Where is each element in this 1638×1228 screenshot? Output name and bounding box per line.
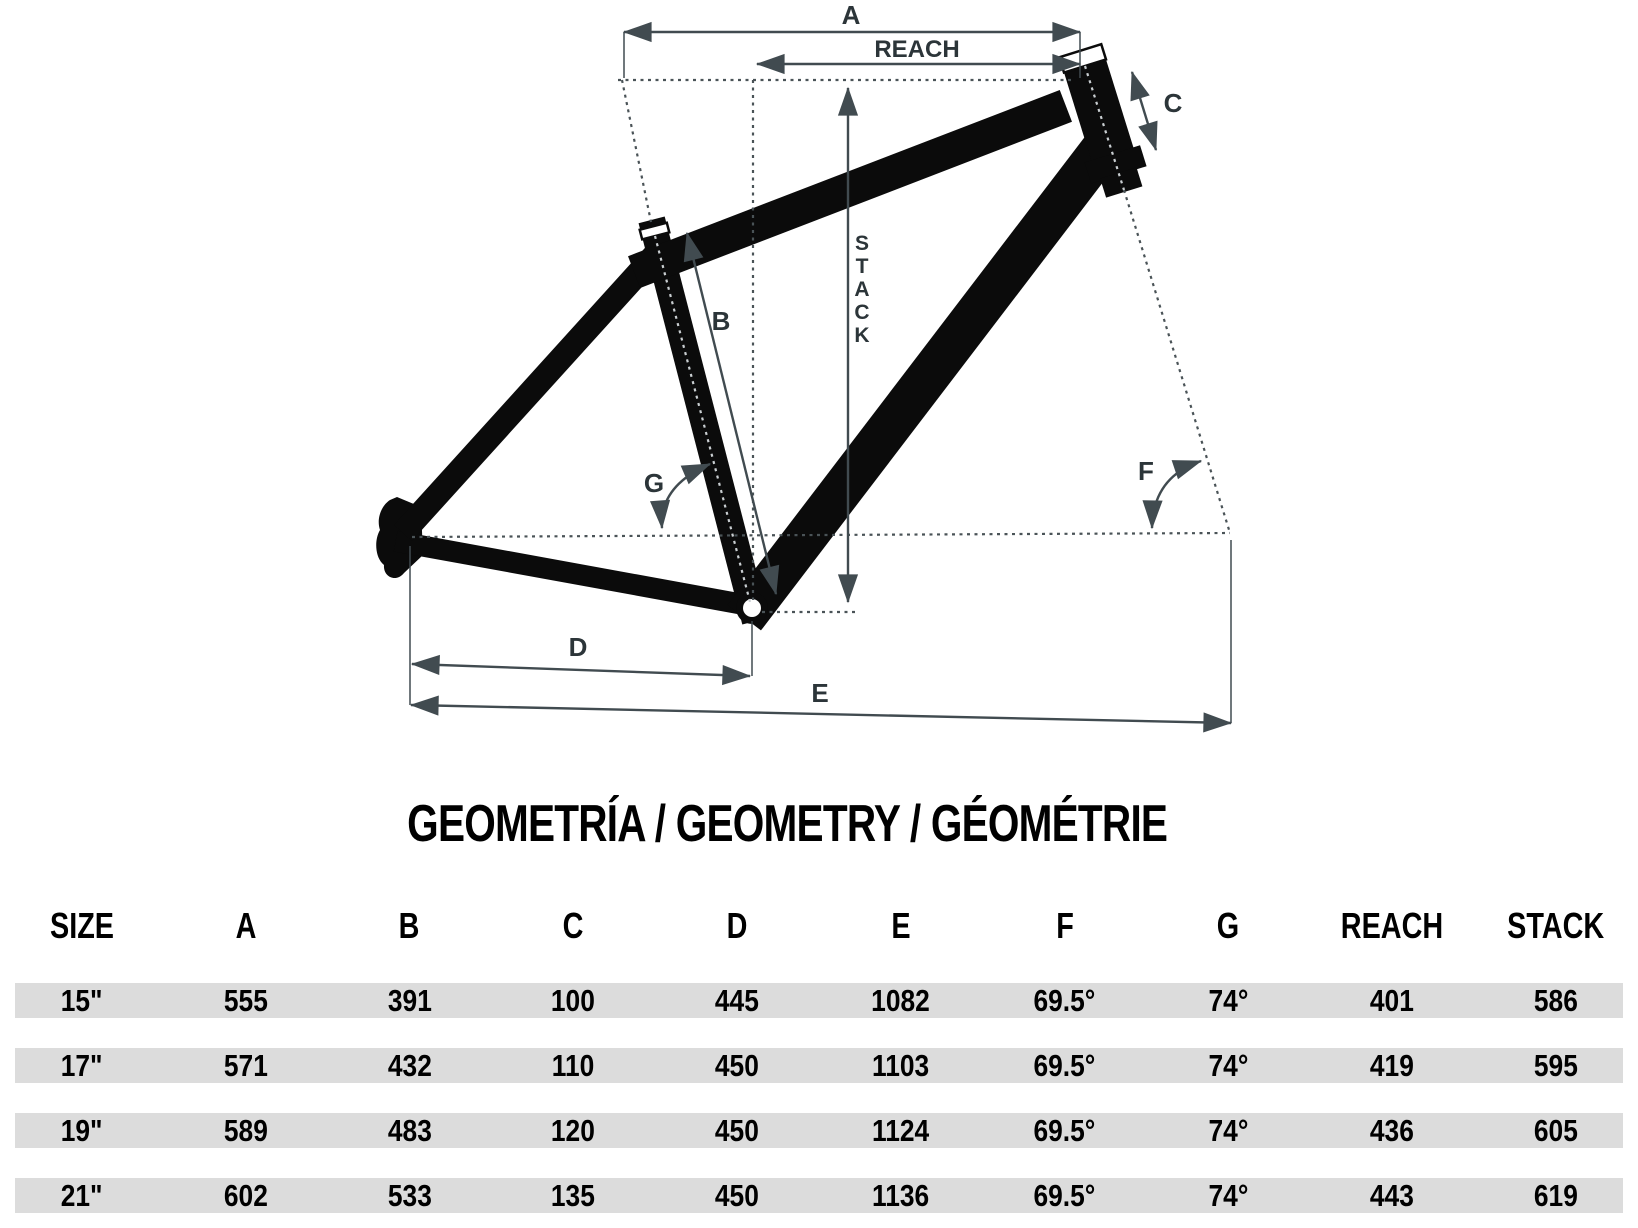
cell-f: 69.5° bbox=[1033, 1113, 1096, 1148]
cell-g: 74° bbox=[1208, 983, 1249, 1018]
cell-a: 589 bbox=[223, 1113, 268, 1148]
label-c: C bbox=[1163, 88, 1183, 118]
label-g: G bbox=[643, 468, 665, 498]
header-c: C bbox=[562, 905, 584, 946]
cell-f: 69.5° bbox=[1033, 983, 1096, 1018]
label-a: A bbox=[841, 0, 861, 30]
chain-stay bbox=[406, 543, 752, 606]
label-f: F bbox=[1138, 456, 1154, 486]
cell-c: 135 bbox=[551, 1178, 596, 1213]
table-row-21in bbox=[0, 1178, 1638, 1213]
cell-d: 450 bbox=[715, 1113, 760, 1148]
cell-reach: 401 bbox=[1370, 983, 1415, 1018]
angle-f-arc bbox=[1152, 461, 1201, 528]
cell-b: 533 bbox=[387, 1178, 432, 1213]
top-tube bbox=[650, 112, 1050, 266]
table-row-15in bbox=[0, 983, 1638, 1018]
cell-b: 483 bbox=[387, 1113, 432, 1148]
cell-size: 15" bbox=[60, 983, 103, 1018]
cell-e: 1136 bbox=[872, 1178, 930, 1213]
dim-c-line bbox=[1132, 72, 1156, 150]
cell-f: 69.5° bbox=[1033, 1048, 1096, 1083]
label-stack-t: T bbox=[855, 255, 869, 278]
cell-g: 74° bbox=[1208, 1113, 1249, 1148]
cell-c: 120 bbox=[551, 1113, 596, 1148]
cell-e: 1124 bbox=[872, 1113, 930, 1148]
header-stack: STACK bbox=[1507, 905, 1605, 946]
bike-frame bbox=[376, 42, 1152, 624]
cell-reach: 436 bbox=[1370, 1113, 1415, 1148]
label-stack-c: C bbox=[854, 301, 870, 324]
cell-d: 450 bbox=[715, 1178, 760, 1213]
cell-e: 1082 bbox=[871, 983, 931, 1018]
label-b: B bbox=[711, 306, 731, 336]
table-row-17in bbox=[0, 1048, 1638, 1083]
header-e: E bbox=[891, 905, 911, 946]
label-e: E bbox=[811, 678, 829, 708]
dim-d-line bbox=[412, 664, 750, 676]
header-g: G bbox=[1217, 905, 1240, 946]
cell-d: 450 bbox=[715, 1048, 760, 1083]
label-stack-a: A bbox=[854, 278, 870, 301]
cell-stack: 586 bbox=[1534, 983, 1579, 1018]
cell-reach: 443 bbox=[1370, 1178, 1415, 1213]
table-row-19in bbox=[0, 1113, 1638, 1148]
cell-size: 19" bbox=[60, 1113, 103, 1148]
cell-a: 571 bbox=[223, 1048, 268, 1083]
cell-g: 74° bbox=[1208, 1048, 1249, 1083]
cell-b: 391 bbox=[387, 983, 432, 1018]
cell-c: 100 bbox=[551, 983, 596, 1018]
page-title: GEOMETRÍA / GEOMETRY / GÉOMÉTRIE bbox=[406, 795, 1168, 853]
cell-stack: 595 bbox=[1534, 1048, 1579, 1083]
header-a: A bbox=[235, 905, 257, 946]
cell-stack: 619 bbox=[1534, 1178, 1579, 1213]
cell-stack: 605 bbox=[1534, 1113, 1579, 1148]
cell-a: 602 bbox=[223, 1178, 268, 1213]
header-reach: REACH bbox=[1341, 905, 1444, 946]
cell-size: 17" bbox=[60, 1048, 103, 1083]
seat-axis-extension bbox=[622, 80, 651, 222]
title-band bbox=[0, 794, 1638, 854]
bottom-bracket bbox=[743, 599, 761, 617]
cell-b: 432 bbox=[387, 1048, 432, 1083]
cell-g: 74° bbox=[1208, 1178, 1249, 1213]
table-header-row bbox=[0, 905, 1638, 947]
cell-size: 21" bbox=[60, 1178, 103, 1213]
seat-stay bbox=[411, 258, 652, 524]
label-reach: REACH bbox=[874, 36, 960, 63]
header-size: SIZE bbox=[49, 905, 114, 946]
label-stack-k: K bbox=[854, 324, 870, 347]
cell-reach: 419 bbox=[1370, 1048, 1415, 1083]
cell-d: 445 bbox=[715, 983, 760, 1018]
header-b: B bbox=[399, 905, 420, 946]
header-d: D bbox=[726, 905, 748, 946]
label-stack-s: S bbox=[854, 232, 870, 255]
cell-e: 1103 bbox=[872, 1048, 930, 1083]
cell-a: 555 bbox=[223, 983, 268, 1018]
cell-f: 69.5° bbox=[1033, 1178, 1096, 1213]
angle-g-arc bbox=[662, 464, 710, 528]
cell-c: 110 bbox=[552, 1048, 595, 1083]
header-f: F bbox=[1055, 905, 1074, 946]
label-d: D bbox=[568, 632, 588, 662]
